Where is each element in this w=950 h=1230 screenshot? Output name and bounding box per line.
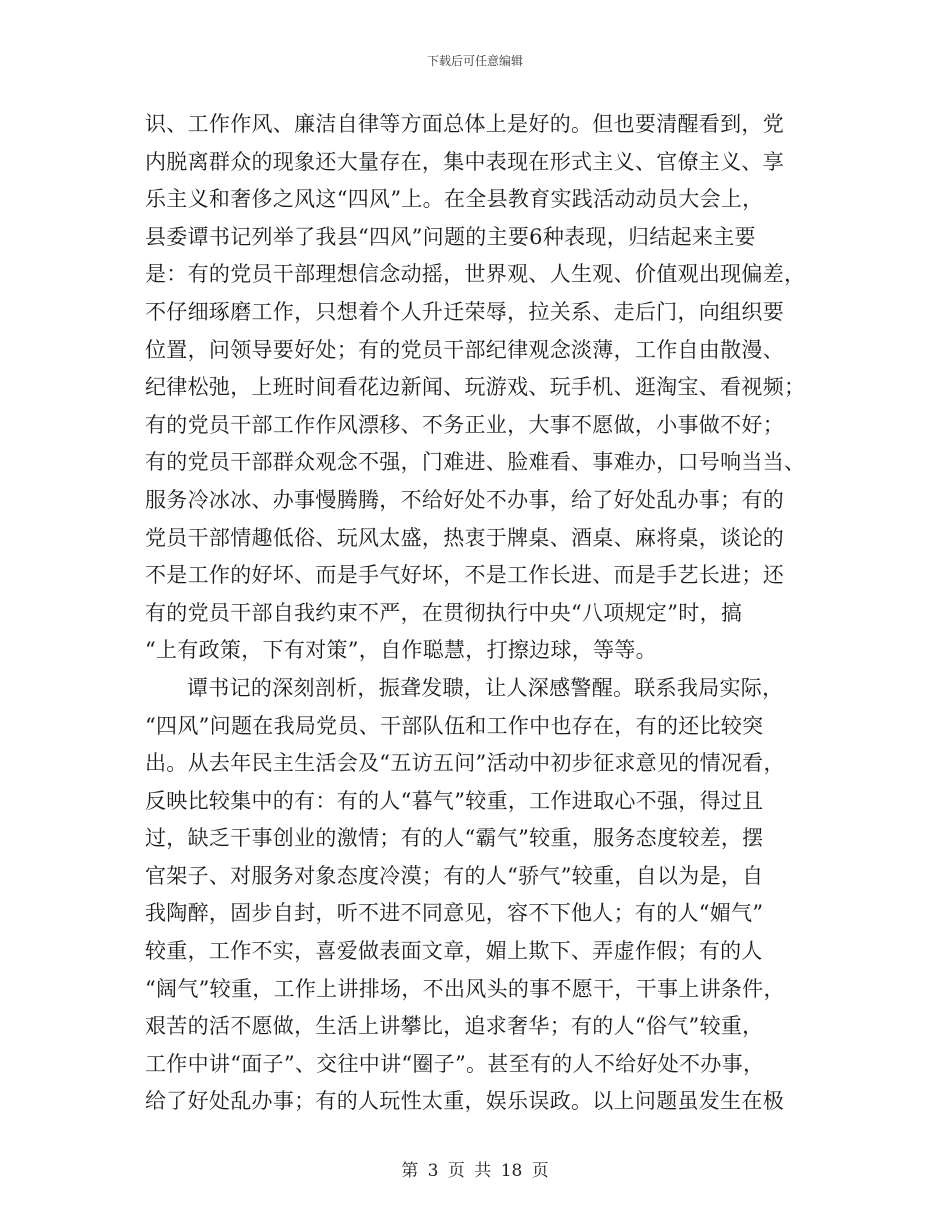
text-line: 县委谭书记列举了我县“四风”问题的主要6种表现，归结起来主要 (145, 224, 756, 249)
text-line: 给了好处乱办事；有的人玩性太重，娱乐误政。以上问题虽发生在极 (145, 1089, 784, 1114)
text-line: 出。从去年民主生活会及“五访五问”活动中初步征求意见的情况看， (145, 751, 785, 776)
text-line: 乐主义和奢侈之风这“四风”上。在全县教育实践活动动员大会上， (145, 187, 764, 212)
text-line: 党员干部情趣低俗、玩风太盛，热衷于牌桌、酒桌、麻将桌，谈论的 (145, 525, 784, 550)
text-line: 艰苦的活不愿做，生活上讲攀比，追求奢华；有的人“俗气”较重， (145, 1014, 764, 1039)
text-line: 内脱离群众的现象还大量存在，集中表现在形式主义、官僚主义、享 (145, 149, 784, 174)
text-line: 识、工作作风、廉洁自律等方面总体上是好的。但也要清醒看到，党 (145, 112, 784, 136)
text-line: “阔气”较重，工作上讲排场，不出风头的事不愿干，干事上讲条件， (145, 976, 785, 1001)
text-line: 是：有的党员干部理想信念动摇，世界观、人生观、价值观出现偏差， (145, 262, 806, 287)
text-line: 官架子、对服务对象态度冷漠；有的人“骄气”较重，自以为是，自 (145, 863, 764, 888)
text-line: 我陶醉，固步自封，听不进不同意见，容不下他人；有的人“媚气” (145, 901, 764, 926)
text-line: 反映比较集中的有：有的人“暮气”较重，工作进取心不强，得过且 (145, 788, 764, 813)
page-number-footer: 第 3 页 共 18 页 (401, 1161, 549, 1181)
text-line: 不是工作的好坏、而是手气好坏，不是工作长进、而是手艺长进；还 (145, 563, 784, 588)
text-line: “上有政策，下有对策”，自作聪慧，打擦边球，等等。 (145, 638, 657, 663)
text-line: “四风”问题在我局党员、干部队伍和工作中也存在，有的还比较突 (145, 713, 764, 738)
text-line: 工作中讲“面子”、交往中讲“圈子”。甚至有的人不给好处不办事， (145, 1051, 765, 1076)
text-line: 纪律松弛，上班时间看花边新闻、玩游戏、玩手机、逛淘宝、看视频； (145, 375, 806, 400)
text-line: 位置，问领导要好处；有的党员干部纪律观念淡薄，工作自由散漫、 (145, 337, 784, 362)
paragraph-2 (145, 670, 811, 1121)
document-body (145, 106, 811, 1121)
text-line: 服务冷冰冰、办事慢腾腾，不给好处不办事，给了好处乱办事；有的 (145, 487, 784, 512)
paragraph-1 (145, 106, 811, 670)
text-line: 较重，工作不实，喜爱做表面文章，媚上欺下、弄虚作假；有的人 (145, 939, 763, 964)
text-line: 有的党员干部工作作风漂移、不务正业，大事不愿做，小事做不好； (145, 412, 784, 437)
text-line: 有的党员干部自我约束不严，在贯彻执行中央“八项规定”时，搞 (145, 600, 743, 625)
text-line: 不仔细琢磨工作，只想着个人升迁荣辱，拉关系、走后门，向组织要 (145, 299, 784, 324)
text-line-indented: 谭书记的深刻剖析，振聋发聩，让人深感警醒。联系我局实际， (187, 675, 784, 700)
page-header-note: 下载后可任意编辑 (426, 54, 523, 68)
text-line: 有的党员干部群众观念不强，门难进、脸难看、事难办，口号响当当、 (145, 450, 806, 475)
text-line: 过，缺乏干事创业的激情；有的人“霸气”较重，服务态度较差，摆 (145, 826, 764, 851)
